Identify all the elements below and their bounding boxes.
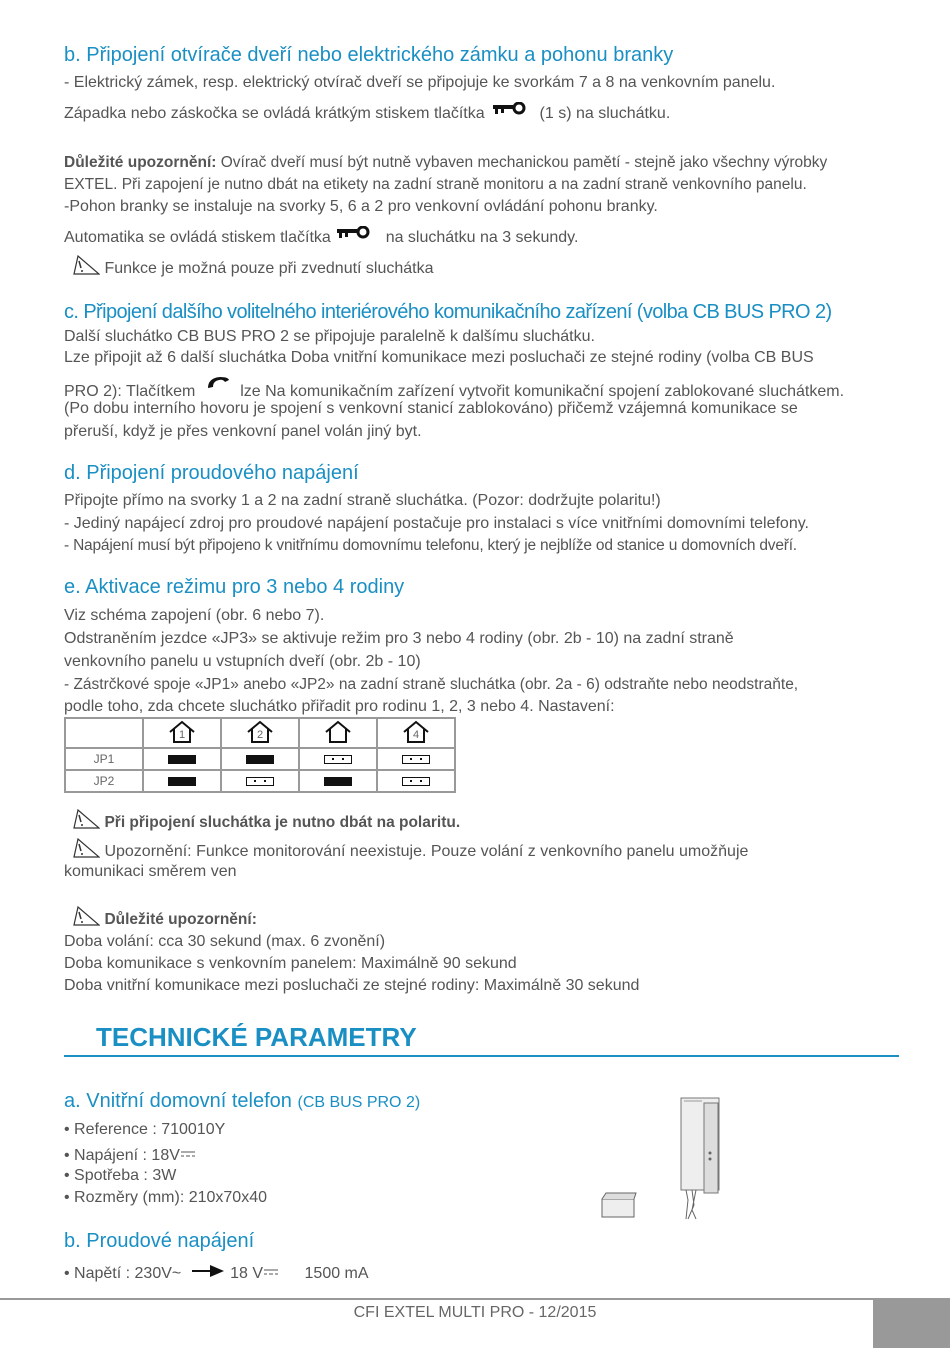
jumper-closed bbox=[168, 777, 196, 786]
important-note-label: Důležité upozornění: bbox=[64, 154, 217, 171]
house-icon bbox=[246, 720, 274, 744]
automation-line-b: na sluchátku na 3 sekundy. bbox=[385, 229, 579, 246]
warning-icon bbox=[72, 809, 100, 836]
tech-params-underline bbox=[64, 1055, 899, 1057]
call-duration: Doba volání: cca 30 sekund (max. 6 zvonění) bbox=[64, 933, 386, 950]
dc-symbol-icon bbox=[181, 1142, 195, 1164]
house-label: 2 bbox=[256, 728, 264, 741]
tech-a-title-main: a. Vnitřní domovní telefon bbox=[64, 1090, 292, 1112]
important-warning-text: Důležité upozornění: bbox=[104, 911, 257, 928]
tech-b-title: b. Proudové napájení bbox=[64, 1230, 255, 1252]
key-icon bbox=[337, 225, 371, 247]
section-c-line1: Další sluchátko CB BUS PRO 2 se připojuje paralelně k dalšímu sluchátku. bbox=[64, 328, 595, 345]
dc-symbol-icon bbox=[264, 1260, 278, 1282]
tech-a-title-model: (CB BUS PRO 2) bbox=[297, 1094, 421, 1111]
jumper-cell bbox=[377, 770, 455, 792]
gate-drive-line: -Pohon branky se instaluje na svorky 5, 6 a 2 pro venkovní ovládání pohonu branky. bbox=[64, 198, 658, 215]
section-c-line3a: PRO 2): Tlačítkem bbox=[64, 383, 196, 400]
spec-dimensions: • Rozměry (mm): 210x70x40 bbox=[64, 1189, 267, 1206]
house-row bbox=[65, 718, 455, 748]
internal-comm-duration: Doba vnitřní komunikace mezi posluchači ze stejné rodiny: Maximálně 30 sekund bbox=[64, 977, 640, 994]
important-warning bbox=[72, 906, 257, 933]
jumper-open bbox=[402, 755, 430, 764]
jumper-cell bbox=[221, 748, 299, 770]
house-icon bbox=[324, 720, 352, 744]
section-d-line1: Připojte přímo na svorky 1 a 2 na zadní straně sluchátka. (Pozor: dodržujte polaritu!) bbox=[64, 492, 661, 509]
jumper-cell bbox=[299, 770, 377, 792]
section-d-line2: - Jediný napájecí zdroj pro proudové napájení postačuje pro instalaci s více vnitřními domovními telefony. bbox=[64, 515, 809, 532]
jumper-open bbox=[402, 777, 430, 786]
spec-current: 1500 mA bbox=[304, 1265, 369, 1282]
spec-power bbox=[64, 1142, 195, 1167]
key-icon bbox=[493, 101, 527, 123]
jumper-cell bbox=[143, 748, 221, 770]
spec-voltage-output: 18 V bbox=[230, 1265, 264, 1282]
section-b-line2a: Západka nebo záskočka se ovládá krátkým stiskem tlačítka bbox=[64, 105, 485, 122]
section-c-line5: přeruší, když je přes venkovní panel volán jiný byt. bbox=[64, 423, 422, 440]
handset-illustration bbox=[598, 1095, 738, 1230]
section-b-title: b. Připojení otvírače dveří nebo elektrického zámku a pohonu branky bbox=[64, 44, 674, 66]
important-note bbox=[64, 152, 827, 174]
section-c-title: c. Připojení dalšího volitelného interiérového komunikačního zařízení (volba CB BUS PRO 2) bbox=[64, 301, 832, 323]
arrow-right-icon bbox=[192, 1262, 224, 1284]
page-number-box bbox=[873, 1300, 950, 1348]
section-e-line5: podle toho, zda chcete sluchátko přiřadit pro rodinu 1, 2, 3 nebo 4. Nastavení: bbox=[64, 698, 615, 715]
jp2-label: JP2 bbox=[65, 770, 143, 792]
house-cell bbox=[299, 718, 377, 748]
jumper-closed bbox=[246, 755, 274, 764]
handset-warning bbox=[72, 255, 434, 282]
house-label: 4 bbox=[412, 728, 420, 741]
jumper-open bbox=[246, 777, 274, 786]
jumper-closed bbox=[324, 777, 352, 786]
tech-a-title bbox=[64, 1090, 420, 1113]
polarity-warning-text: Při připojení sluchátka je nutno dbát na polaritu. bbox=[104, 814, 461, 831]
section-e-line3: venkovního panelu u vstupních dveří (obr. 2b - 10) bbox=[64, 653, 421, 670]
tech-params-title: TECHNICKÉ PARAMETRY bbox=[96, 1022, 417, 1052]
jumper-cell bbox=[143, 770, 221, 792]
automation-line-a: Automatika se ovládá stiskem tlačítka bbox=[64, 229, 331, 246]
monitoring-warning-line2: komunikaci směrem ven bbox=[64, 863, 237, 880]
automation-line bbox=[64, 225, 578, 249]
spec-reference: • Reference : 710010Y bbox=[64, 1121, 226, 1138]
house-label: 1 bbox=[178, 728, 186, 741]
section-e-line1: Viz schéma zapojení (obr. 6 nebo 7). bbox=[64, 607, 325, 624]
section-e-line4: - Zástrčkové spoje «JP1» anebo «JP2» na zadní straně sluchátka (obr. 2a - 6) odstraňte nebo neodstraňte, bbox=[64, 676, 799, 693]
jumper-closed bbox=[168, 755, 196, 764]
polarity-warning bbox=[72, 809, 460, 836]
important-note-line2: EXTEL. Při zapojení je nutno dbát na etikety na zadní straně monitoru a na zadní straně venkovního panelu. bbox=[64, 176, 807, 193]
section-e-line2: Odstraněním jezdce «JP3» se aktivuje režim pro 3 nebo 4 rodiny (obr. 2b - 10) na zadní straně bbox=[64, 630, 734, 647]
section-b-line1: - Elektrický zámek, resp. elektrický otvírač dveří se připojuje ke svorkám 7 a 8 na venkovním panelu. bbox=[64, 74, 776, 91]
section-b-line2 bbox=[64, 101, 670, 125]
monitoring-warning-text: Upozornění: Funkce monitorování neexistuje. Pouze volání z venkovního panelu umožňuje bbox=[104, 843, 749, 860]
spec-power-text: • Napájení : 18V bbox=[64, 1147, 180, 1164]
outdoor-comm-duration: Doba komunikace s venkovním panelem: Maximálně 90 sekund bbox=[64, 955, 517, 972]
spec-voltage bbox=[64, 1260, 369, 1285]
section-e-title: e. Aktivace režimu pro 3 nebo 4 rodiny bbox=[64, 576, 405, 598]
jumper-open bbox=[324, 755, 352, 764]
house-icon bbox=[402, 720, 430, 744]
jp1-row bbox=[65, 748, 455, 770]
house-cell bbox=[65, 718, 143, 748]
footer-divider bbox=[0, 1298, 950, 1300]
house-icon bbox=[168, 720, 196, 744]
section-c-line3b: lze Na komunikačním zařízení vytvořit komunikační spojení zablokované sluchátkem. bbox=[240, 383, 845, 400]
house-cell bbox=[221, 718, 299, 748]
section-c-line2: Lze připojit až 6 další sluchátka Doba vnitřní komunikace mezi posluchači ze stejné rodiny (volba CB BUS bbox=[64, 349, 814, 366]
section-b-line2b: (1 s) na sluchátku. bbox=[539, 105, 671, 122]
warning-icon bbox=[72, 906, 100, 933]
footer-text: CFI EXTEL MULTI PRO - 12/2015 bbox=[353, 1304, 597, 1321]
spec-voltage-input: • Napětí : 230V~ bbox=[64, 1265, 182, 1282]
spec-consumption: • Spotřeba : 3W bbox=[64, 1167, 177, 1184]
section-c-line4: (Po dobu interního hovoru je spojení s venkovní stanicí zablokováno) přičemž vzájemná komunikace se bbox=[64, 400, 798, 417]
house-cell bbox=[377, 718, 455, 748]
warning-icon bbox=[72, 255, 100, 282]
important-note-text: Ovírač dveří musí být nutně vybaven mechanickou pamětí - stejně jako všechny výrobky bbox=[216, 154, 828, 171]
section-d-line3: - Napájení musí být připojeno k vnitřnímu domovnímu telefonu, který je nejblíže od stanice u domovních dveří. bbox=[64, 537, 797, 554]
jumper-cell bbox=[221, 770, 299, 792]
jumper-cell bbox=[377, 748, 455, 770]
house-cell bbox=[143, 718, 221, 748]
handset-warning-text: Funkce je možná pouze při zvednutí sluchátka bbox=[104, 260, 434, 277]
jp2-row bbox=[65, 770, 455, 792]
jumper-settings-table bbox=[64, 717, 456, 793]
jp1-label: JP1 bbox=[65, 748, 143, 770]
section-d-title: d. Připojení proudového napájení bbox=[64, 462, 359, 484]
jumper-cell bbox=[299, 748, 377, 770]
